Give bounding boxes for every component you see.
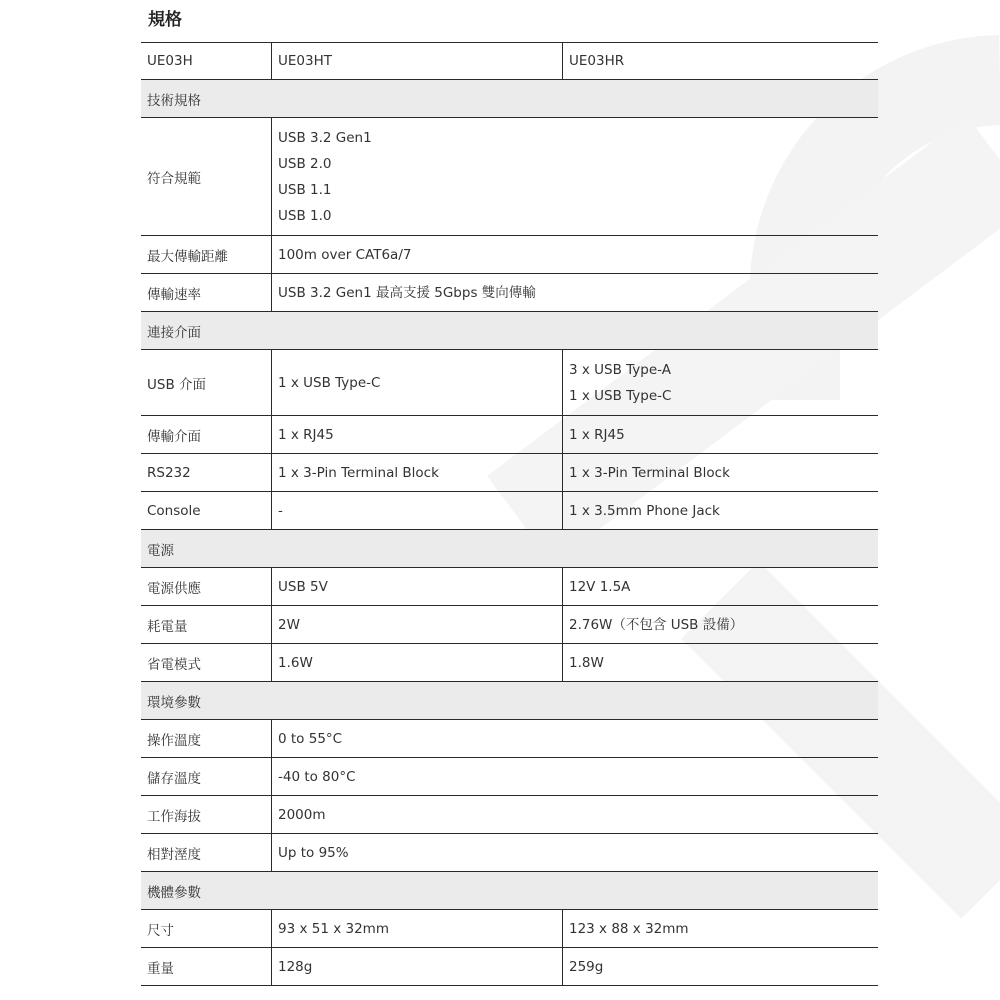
row-label: 耗電量 xyxy=(147,618,188,635)
header-model-ue03ht: UE03HT xyxy=(271,43,562,79)
ue03h-ht-value-cell xyxy=(271,568,562,605)
row-label: 電源供應 xyxy=(147,580,201,597)
ue03hr-value-cell xyxy=(562,454,878,491)
section-header-row xyxy=(141,682,878,720)
value-line: 1 x USB Type-C xyxy=(278,374,381,391)
value-line: 123 x 88 x 32mm xyxy=(569,920,689,937)
ue03hr-value-cell xyxy=(562,568,878,605)
table-row xyxy=(141,834,878,872)
value-line: 2.76W（不包含 USB 設備） xyxy=(569,616,744,633)
table-row xyxy=(141,606,878,644)
page-title: 規格 xyxy=(148,10,182,30)
row-label: 儲存溫度 xyxy=(147,770,201,787)
value-line: USB 3.2 Gen1 xyxy=(278,129,372,146)
section-title: 技術規格 xyxy=(147,92,201,109)
ue03h-ht-value-cell xyxy=(271,350,562,415)
row-label: 操作溫度 xyxy=(147,732,201,749)
value-line: 93 x 51 x 32mm xyxy=(278,920,389,937)
table-row xyxy=(141,796,878,834)
value-line: Up to 95% xyxy=(278,844,349,861)
ue03hr-value-cell xyxy=(562,644,878,681)
section-header-row xyxy=(141,80,878,118)
row-label: RS232 xyxy=(147,464,191,481)
shared-value-cell xyxy=(271,796,878,833)
ue03h-ht-value-cell xyxy=(271,910,562,947)
ue03hr-value-cell xyxy=(562,606,878,643)
shared-value-cell xyxy=(271,758,878,795)
ue03h-ht-value-cell xyxy=(271,644,562,681)
table-row xyxy=(141,118,878,236)
value-line: USB 1.0 xyxy=(278,207,332,224)
shared-value-cell xyxy=(271,118,878,235)
row-label: 尺寸 xyxy=(147,922,174,939)
table-row xyxy=(141,350,878,416)
ue03h-ht-value-cell xyxy=(271,606,562,643)
value-line: 128g xyxy=(278,958,313,975)
table-row xyxy=(141,758,878,796)
table-row xyxy=(141,568,878,606)
value-line: USB 5V xyxy=(278,578,328,595)
value-line: 1 x 3.5mm Phone Jack xyxy=(569,502,720,519)
header-model-ue03h: UE03H xyxy=(147,53,193,69)
section-title: 機體參數 xyxy=(147,884,201,901)
row-label: 傳輸速率 xyxy=(147,286,201,303)
value-line: 0 to 55°C xyxy=(278,730,343,747)
ue03hr-value-cell xyxy=(562,910,878,947)
table-row xyxy=(141,720,878,758)
row-label: 相對溼度 xyxy=(147,846,201,863)
ue03hr-value-cell xyxy=(562,350,878,415)
value-line: 1 x 3-Pin Terminal Block xyxy=(278,464,439,481)
value-line: 3 x USB Type-A xyxy=(569,361,671,378)
spec-table-body xyxy=(141,80,878,986)
table-row xyxy=(141,274,878,312)
value-line: 12V 1.5A xyxy=(569,578,631,595)
table-row xyxy=(141,236,878,274)
row-label: USB 介面 xyxy=(147,376,207,393)
value-line: 2W xyxy=(278,616,300,633)
value-line: 259g xyxy=(569,958,604,975)
section-title: 電源 xyxy=(147,542,174,559)
table-row xyxy=(141,644,878,682)
shared-value-cell xyxy=(271,274,878,311)
value-line: 1 x RJ45 xyxy=(569,426,625,443)
shared-value-cell xyxy=(271,236,878,273)
spec-table xyxy=(141,42,878,986)
value-line: 1 x 3-Pin Terminal Block xyxy=(569,464,730,481)
section-title: 環境參數 xyxy=(147,694,201,711)
section-header-row xyxy=(141,530,878,568)
table-row xyxy=(141,910,878,948)
row-label: 省電模式 xyxy=(147,656,201,673)
row-label: 最大傳輸距離 xyxy=(147,248,228,265)
value-line: USB 1.1 xyxy=(278,181,332,198)
row-label: 重量 xyxy=(147,960,174,977)
table-row xyxy=(141,454,878,492)
row-label: Console xyxy=(147,502,201,519)
table-row xyxy=(141,948,878,986)
table-header-row xyxy=(141,42,878,80)
value-line: -40 to 80°C xyxy=(278,768,356,785)
ue03h-ht-value-cell xyxy=(271,416,562,453)
value-line: 1 x USB Type-C xyxy=(569,387,672,404)
shared-value-cell xyxy=(271,834,878,871)
value-line: USB 2.0 xyxy=(278,155,332,172)
value-line: - xyxy=(278,502,283,519)
row-label: 符合規範 xyxy=(147,170,201,187)
section-header-row xyxy=(141,872,878,910)
value-line: 2000m xyxy=(278,806,326,823)
ue03h-ht-value-cell xyxy=(271,948,562,985)
ue03h-ht-value-cell xyxy=(271,454,562,491)
value-line: 1.6W xyxy=(278,654,313,671)
table-row xyxy=(141,416,878,454)
section-title: 連接介面 xyxy=(147,324,201,341)
ue03hr-value-cell xyxy=(562,416,878,453)
ue03h-ht-value-cell xyxy=(271,492,562,529)
ue03hr-value-cell xyxy=(562,492,878,529)
value-line: 1 x RJ45 xyxy=(278,426,334,443)
ue03hr-value-cell xyxy=(562,948,878,985)
header-model-ue03hr: UE03HR xyxy=(562,43,878,79)
row-label: 傳輸介面 xyxy=(147,428,201,445)
shared-value-cell xyxy=(271,720,878,757)
value-line: 1.8W xyxy=(569,654,604,671)
value-line: 100m over CAT6a/7 xyxy=(278,246,412,263)
section-header-row xyxy=(141,312,878,350)
value-line: USB 3.2 Gen1 最高支援 5Gbps 雙向傳輸 xyxy=(278,284,536,301)
table-row xyxy=(141,492,878,530)
row-label: 工作海拔 xyxy=(147,808,201,825)
